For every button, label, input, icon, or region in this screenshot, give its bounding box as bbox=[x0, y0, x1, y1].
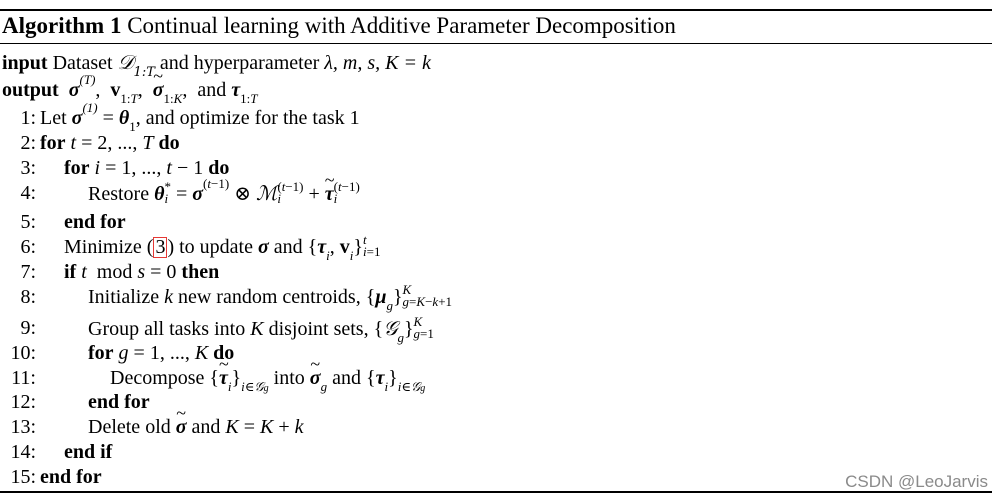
step-text: Decompose bbox=[110, 367, 205, 389]
math-tau-tilde: ~ τ bbox=[325, 182, 334, 207]
step-text-after: , and optimize for the task 1 bbox=[135, 107, 360, 129]
step-number: 12: bbox=[10, 391, 36, 413]
step-text: Restore bbox=[88, 183, 150, 205]
step-2: 2: for t = 2, ..., T do bbox=[2, 131, 36, 156]
math-tau: τ bbox=[231, 79, 241, 101]
math-sigma-tilde-sub: 1:K bbox=[163, 91, 183, 106]
kw-do: do bbox=[208, 157, 230, 179]
step-5 bbox=[2, 210, 126, 235]
step-12 bbox=[2, 390, 150, 415]
math-tau-sub: 1:T bbox=[240, 91, 258, 106]
watermark: CSDN @LeoJarvis bbox=[845, 472, 988, 491]
input-text-before: Dataset bbox=[52, 52, 113, 74]
step-text-mid: into bbox=[273, 367, 305, 389]
math-mu: μ bbox=[375, 286, 387, 308]
kw-if: if bbox=[64, 261, 77, 283]
step-number: 1: bbox=[20, 107, 36, 129]
step-number: 13: bbox=[10, 416, 36, 438]
step-text-and: and bbox=[273, 236, 303, 258]
step-14 bbox=[2, 440, 113, 465]
step-11: 11: Decompose {~ $\tau_i\}_{i\in 𝒢g}$ into ~ $\sigma_g$ and $\{\tau_i\}_{i\in 𝒢g}$ bbox=[2, 366, 36, 391]
output-and: and bbox=[197, 79, 227, 101]
output-line bbox=[2, 72, 258, 106]
header-rule bbox=[0, 43, 992, 44]
math-mod: mod bbox=[96, 261, 133, 283]
math-sigma-prev: σ bbox=[192, 183, 204, 205]
kw-end-if: end if bbox=[64, 441, 113, 463]
output-sep-2: , bbox=[137, 79, 143, 101]
math-G: 𝒢 bbox=[383, 316, 398, 340]
step-number: 14: bbox=[10, 441, 36, 463]
math-loop-t: t bbox=[70, 132, 77, 154]
step-number: 3: bbox=[20, 157, 36, 179]
math-theta-star: θ bbox=[154, 183, 165, 205]
step-number: 4: bbox=[20, 182, 36, 204]
input-params: λ, m, s, K = k bbox=[324, 52, 431, 74]
algorithm-title bbox=[2, 12, 676, 40]
algorithm-name: Continual learning with Additive Parameter Decomposition bbox=[127, 13, 676, 38]
math-v: v bbox=[110, 79, 121, 101]
step-number: 5: bbox=[20, 211, 36, 233]
step-15 bbox=[2, 465, 102, 490]
math-T: T bbox=[142, 132, 154, 154]
step-text-and: and bbox=[332, 367, 361, 389]
step-10: 10: for g = 1, ..., K do bbox=[2, 341, 36, 366]
step-text: Initialize bbox=[88, 286, 160, 308]
step-text: Minimize bbox=[64, 236, 142, 258]
kw-end-for: end for bbox=[88, 391, 150, 413]
kw-do: do bbox=[158, 132, 180, 154]
algorithm-label: Algorithm 1 bbox=[2, 13, 122, 38]
kw-for: for bbox=[40, 132, 66, 154]
step-number: 2: bbox=[20, 132, 36, 154]
math-dataset: 𝒟$_{1:T}$ bbox=[117, 50, 155, 80]
kw-for: for bbox=[88, 342, 114, 364]
math-mask: ℳ bbox=[255, 181, 278, 205]
step-number: 7: bbox=[20, 261, 36, 283]
output-sep-1: , bbox=[95, 79, 101, 101]
step-7: 7: if t mod s = 0 then bbox=[2, 260, 36, 285]
step-text-and: and bbox=[191, 416, 221, 438]
step-number: 15: bbox=[10, 466, 36, 488]
kw-end-for: end for bbox=[64, 211, 126, 233]
math-theta: θ bbox=[118, 107, 130, 129]
step-text: Delete old bbox=[88, 416, 171, 438]
step-6: 6: Minimize ( 3 ) to update σ and {$\tau_i$, $v_i$} t i=1 bbox=[2, 235, 36, 260]
input-text-mid: and hyperparameter bbox=[159, 52, 320, 74]
step-4: 4: Restore θ * i = $\sigma^{(t-1)}$ ⊗ ℳ (t−1) i + ~ τ (t−1) i bbox=[2, 181, 36, 206]
kw-do: do bbox=[213, 342, 235, 364]
step-number: 9: bbox=[20, 317, 36, 339]
bottom-rule bbox=[0, 491, 992, 493]
math-loop-i: i bbox=[94, 157, 101, 179]
step-8: 8: Initialize k new random centroids, $\{\mu_g\}$ K g=K−k+1 bbox=[2, 285, 36, 310]
equation-ref-link[interactable]: 3 bbox=[155, 236, 166, 258]
output-sep-3: , bbox=[182, 79, 188, 101]
math-sigma: σ bbox=[257, 236, 269, 258]
kw-then: then bbox=[181, 261, 220, 283]
step-1: 1: Let $\sigma^{(1)} = \theta_1$, and optimize for the task 1 bbox=[2, 106, 36, 131]
input-line bbox=[2, 50, 431, 80]
step-9: 9: Group all tasks into K disjoint sets, {𝒢$_g$} K g=1 bbox=[2, 316, 36, 341]
top-rule bbox=[0, 9, 992, 11]
step-number: 11: bbox=[11, 367, 36, 389]
math-sigma-T: $\sigma^{(T)}$ bbox=[68, 72, 96, 101]
step-13: 13: Delete old ~ σ and K = K + k bbox=[2, 415, 36, 440]
output-keyword: output bbox=[2, 79, 59, 101]
step-text-after: new random centroids, bbox=[177, 286, 361, 308]
math-theta-sub: 1 bbox=[129, 119, 136, 134]
input-keyword: input bbox=[2, 52, 48, 74]
step-number: 8: bbox=[20, 286, 36, 308]
step-text-after: disjoint sets, bbox=[268, 318, 369, 340]
step-text-mid: to update bbox=[179, 236, 253, 258]
kw-for: for bbox=[64, 157, 90, 179]
kw-end-for: end for bbox=[40, 466, 102, 488]
math-sigma-tilde: ~ σ bbox=[153, 78, 164, 103]
step-number: 10: bbox=[10, 342, 36, 364]
math-v-sub: 1:T bbox=[120, 91, 138, 106]
step-text: Group all tasks into bbox=[88, 318, 246, 340]
step-text: Let bbox=[40, 107, 67, 129]
step-3: 3: for i = 1, ..., t − 1 do bbox=[2, 156, 36, 181]
step-number: 6: bbox=[20, 236, 36, 258]
math-sigma-1: $\sigma^{(1)}$ bbox=[71, 100, 98, 129]
